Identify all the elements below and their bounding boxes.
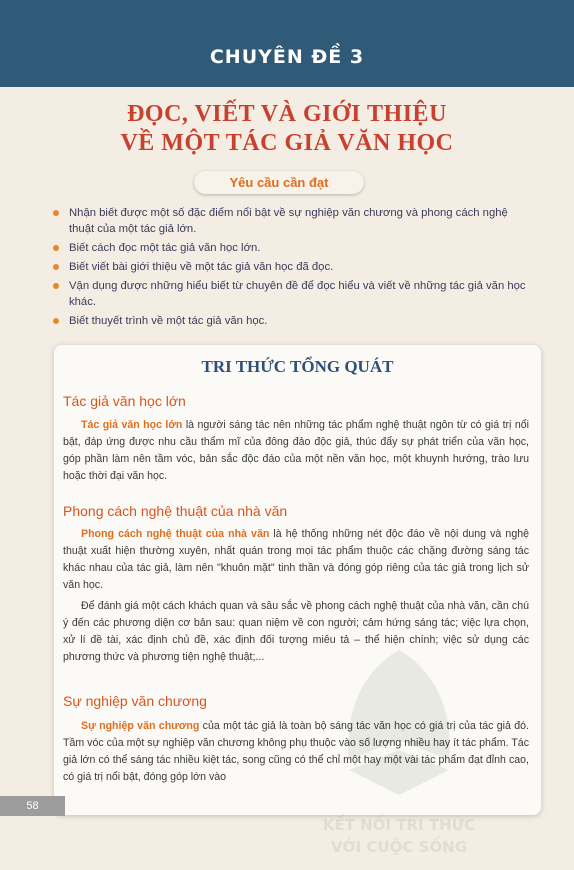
section-heading-major-author: Tác giả văn học lớn — [63, 393, 186, 409]
svg-text:VỚI CUỘC SỐNG: VỚI CUỘC SỐNG — [330, 838, 468, 856]
section-heading-style: Phong cách nghệ thuật của nhà văn — [63, 503, 288, 519]
list-item: Biết cách đọc một tác giả văn học lớn. — [53, 240, 535, 256]
bullet-icon — [53, 264, 59, 270]
section-heading-career: Sự nghiệp văn chương — [63, 693, 207, 709]
bullet-icon — [53, 318, 59, 324]
chapter-header-band — [0, 0, 574, 87]
knowledge-title: TRI THỨC TỔNG QUÁT — [201, 357, 394, 376]
topic-title-line-1: ĐỌC, VIẾT VÀ GIỚI THIỆU — [127, 101, 447, 127]
bullet-icon — [53, 245, 59, 251]
chapter-label: CHUYÊN ĐỀ 3 — [209, 46, 365, 68]
knowledge-panel — [54, 345, 541, 856]
list-item: Nhận biết được một số đặc điểm nổi bật về sự nghiệp văn chương và phong cách nghệ thuật của một tác giả lớn. — [53, 205, 535, 237]
svg-text:KẾT NỐI TRI THỨC: KẾT NỐI TRI THỨC — [322, 816, 476, 834]
list-item: Biết viết bài giới thiệu về một tác giả văn học đã đọc. — [53, 259, 535, 275]
page-number: 58 — [26, 800, 39, 812]
paragraph-style-2: Để đánh giá một cách khách quan và sâu sắc về phong cách nghệ thuật của nhà văn, cần chú ý đến các phương diện cơ bản sau: quan niệm về con người; cảm hứng sáng tác; việc lựa chọn, xử lí đề tài, xác định chủ đề, xác định đối tượng miêu tả – thể hiện chính; việc sử dụng các phương thức và phương tiện nghệ thuật;... — [63, 600, 529, 663]
paragraph-career: Sự nghiệp văn chương của một tác giả là toàn bộ sáng tác văn học có giá trị của tác giả đó. Tầm vóc của một sự nghiệp văn chương không phụ thuộc vào số lượng nhiều hay ít tác phẩm. Tác giả lớn có thể sáng tác nhiều kiệt tác, song cũng có thể chỉ một hay một vài tác phẩm đạt đỉnh cao, có giá trị nổi bật, đóng góp lớn vào — [63, 720, 529, 783]
list-item: Vận dụng được những hiểu biết từ chuyên đề để đọc hiểu và viết về những tác giả văn học khác. — [53, 278, 535, 310]
bullet-icon — [53, 210, 59, 216]
paragraph-major-author: Tác giả văn học lớn là người sáng tác nên những tác phẩm nghệ thuật ngôn từ có giá trị nổi bật, đáp ứng được nhu cầu thẩm mĩ của đông đảo độc giả, thúc đẩy sự phát triển của văn học, góp phần làm nên tầm vóc, bản sắc độc đáo của một nền văn học, một khuynh hướng, trào lưu hoặc thời đại văn học. — [63, 419, 529, 482]
topic-title-line-2: VỀ MỘT TÁC GIẢ VĂN HỌC — [120, 130, 454, 156]
requirements-list — [53, 205, 535, 332]
bullet-icon — [53, 283, 59, 289]
list-item: Biết thuyết trình về một tác giả văn học. — [53, 313, 535, 329]
requirements-label: Yêu cầu cần đạt — [194, 171, 364, 194]
paragraph-style: Phong cách nghệ thuật của nhà văn là hệ thống những nét độc đáo về nội dung và nghệ thuật xuất hiện thường xuyên, nhất quán trong mọi tác phẩm thuộc các chặng đường sáng tác khác nhau của tác giả, làm nên "khuôn mặt" tinh thần và đóng góp riêng của tác giả trong lịch sử văn học. — [63, 528, 529, 591]
